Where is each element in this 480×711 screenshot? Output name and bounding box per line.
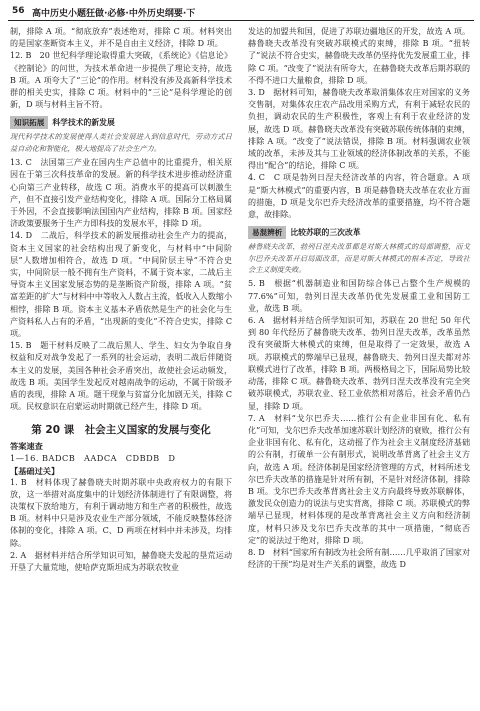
paragraph-continuation-right: 发达的加盟共和国，促进了苏联边疆地区的开发，故选 A 项。赫鲁晓夫改革没有突破苏联模式的束缚，排除 B 项。“扭转了”说法不符合史实，赫鲁晓夫改革仍坚持优先发展重工业，排除 C 项。“改变了”说法有所夸大，在赫鲁晓夫改革后期苏联的不得不进口大量粮食，排除 D 项。 — [248, 27, 470, 85]
knowledge-box — [10, 116, 232, 154]
comparison-tag: 易混辨析 — [248, 226, 286, 239]
knowledge-body: 现代科学技术的发展使得人类社会发展进入到信息时代，劳动方式日益自动化和智能化，极大地提高了社会生产力。 — [10, 132, 232, 153]
paragraph-continuation: 制，排除 A 项。“彻底放弃”表述绝对，排除 C 项。材料突出的是国家垄断资本主义，并不是自由主义经济，排除 D 项。 — [10, 27, 232, 49]
answer-14: 14. D 二战后，科学技术的新发展推动社会生产力的提高，资本主义国家的社会结构出现了新变化，与材料中“中间阶层”人数增加相符合，故选 D 项。“中间阶层主导”不符合史实，中间阶层一般不拥有生产资料，不属于资本家，二战后主导资本主义国家发展态势的是垄断资产阶级，排除 A 项。“贫富差距的扩大”与材料中中等收入人数占主流，低收入人数缩小相悖，排除 B 项。资本主义基本矛盾依然是生产的社会化与生产资料私人占有的矛盾，“出现新的变化”不符合史实，排除 C 项。 — [10, 231, 232, 339]
page-header — [0, 0, 480, 24]
book-title: 高中历史小题狂做·必修·中外历史纲要·下 — [32, 9, 196, 19]
answer-6: 6. A 据材料并结合所学知识可知，苏联在 20 世纪 50 年代到 80 年代经历了赫鲁晓夫改革、勃列日涅夫改革，改革虽然没有突破斯大林模式的束缚，但是取得了一定效果，故选 A 项。苏联模式的弊端早已显现，赫鲁晓夫、勃列日涅夫都对苏联模式进行了改革，排除 B 项。两极格局之下，国际局势比较动荡，排除 C 项。赫鲁晓夫改革、勃列日涅夫改革没有完全突破苏联模式，苏联农业、轻工业依然相对落后，社会矛盾仍凸显，排除 D 项。 — [248, 316, 470, 411]
page-number: 56 — [12, 6, 25, 16]
answer-key: 1—16. BADCB AADCA CDBDB D — [10, 452, 176, 463]
answer-1: 1. B 材料体现了赫鲁晓夫时期苏联中央政府权力的有限下放，这一举措对高度集中的计划经济体制进行了有限调整，将决策权下放给地方，有利于调动地方和生产者的积极性，故选 B 项。材料中只是涉及农业生产部分领域，不能反映整体经济体制的变化，排除 A 项。C、D 两项在材料中并未涉及，均排除。 — [10, 477, 232, 548]
knowledge-title: 科学技术的新发展 — [52, 118, 115, 128]
comparison-title: 比较苏联的三次改革 — [290, 228, 361, 238]
answer-15: 15. B 题干材料反映了二战后黑人、学生、妇女为争取自身权益和反对战争发起了一系列的社会运动，表明二战后伴随资本主义的发展，美国各种社会矛盾突出，故使社会运动频发，故选 B 项。美国学生发起反对越南战争的运动，不属于阶级矛盾的表现，排除 A 项。题干现象与贫富分化加剧无关，排除 C 项。民权意识在启蒙运动时期就已经产生，排除 D 项。 — [10, 341, 232, 412]
answer-2: 2. A 据材料并结合所学知识可知，赫鲁晓夫发起的垦荒运动开垦了大量荒地，使哈萨克斯坦成为苏联农牧业 — [10, 550, 232, 572]
left-column — [10, 26, 232, 574]
answer-5: 5. B 根据“机器制造业和国防综合体已占整个生产规模的 77.6%”可知，勃列日涅夫改革仍优先发展重工业和国防工业，故选 B 项。 — [248, 279, 470, 313]
answer-12: 12. B 20 世纪科学理论取得重大突破，《系统论》《信息论》《控制论》的问世，为技术革命进一步提供了理论支持，故选 B 项。A 项夸大了“三论”的作用。材料没有涉及高新科学技术群的相关史实，排除 C 项。材料中的“三论”是科学理论的创新，D 项与材料主旨不符。 — [10, 51, 232, 110]
answer-check-heading: 答案速查 — [10, 440, 43, 451]
answer-4: 4. C C 项是勃列日涅夫经济改革的内容，符合题意。A 项是“斯大林模式”的重要内容，B 项是赫鲁晓夫改革在农业方面的措施，D 项是戈尔巴乔夫经济改革的重要措施，均不符合题意，故排除。 — [248, 173, 470, 220]
right-column — [248, 26, 470, 571]
knowledge-tag: 知识拓展 — [10, 116, 48, 129]
answer-7: 7. A 材料“戈尔巴乔夫……推行公有企业非国有化、私有化”可知，戈尔巴乔夫改革加速苏联计划经济的衰败，推行公有企业非国有化、私有化，这动摇了作为社会主义制度经济基础的公有制，打破单一公有制形式，说明改革背离了社会主义方向，故选 A 项。经济体制是国家经济管理的方式，材料所述戈尔巴乔夫改革的措施是针对所有制，不是针对经济体制，排除 B 项。戈尔巴乔夫改革背离社会主义方向最终导致苏联解体，激发民众创造力的说法与史实背离，排除 C 项。苏联模式的弊端早已显现，材料体现的是改革背离社会主义方向和经济制度，材料只涉及戈尔巴乔夫改革的其中一项措施，“彻底否定”的说法过于绝对，排除 D 项。 — [248, 413, 470, 545]
comparison-box — [248, 226, 470, 275]
answer-3: 3. D 据材料可知，赫鲁晓夫改革取消集体农庄对国家的义务交售制，对集体农庄农产品改用采购方式，有利于减轻农民的负担，调动农民的生产积极性，客观上有利于农业经济的发展，故选 D 项。赫鲁晓夫改革没有突破苏联传统体制的束缚，排除 A 项。“改变了”说法错误，排除 B 项。材料强调农业领域的改革，未涉及其与工业领域的经济体制改革的关系，不能得出“配合”的结论，排除 C 项。 — [248, 88, 470, 171]
basic-section-heading: 【基础过关】 — [10, 465, 60, 476]
header-rule — [8, 20, 474, 21]
comparison-body: 赫鲁晓夫改革，勃列日涅夫改革都是对斯大林模式的局部调整，而戈尔巴乔夫改革开启局面改革，而是对斯大林模式的根本否定，导致社会主义制度失败。 — [248, 242, 470, 275]
answer-13: 13. C 法国第三产业在国内生产总值中的比重提升，相关原因在于第三次科技革命的发展。新的科学技术进步推动经济重心向第三产业转移，故选 C 项。消费水平的提高可以刺激生产，但不直接引发产业结构变化，排除 A 项。国际分工格局属于外因，不会直接影响法国国内产业结构，排除 B 项。国家经济政策要服务于生产力即科技的发展水平，排除 D 项。 — [10, 158, 232, 229]
lesson-title: 第 20 课 社会主义国家的发展与变化 — [31, 423, 211, 436]
answer-8: 8. D 材料“国家所有制改为社会所有制……几乎取消了国家对经济的干预”均是对生产关系的调整，故选 D — [248, 547, 470, 570]
